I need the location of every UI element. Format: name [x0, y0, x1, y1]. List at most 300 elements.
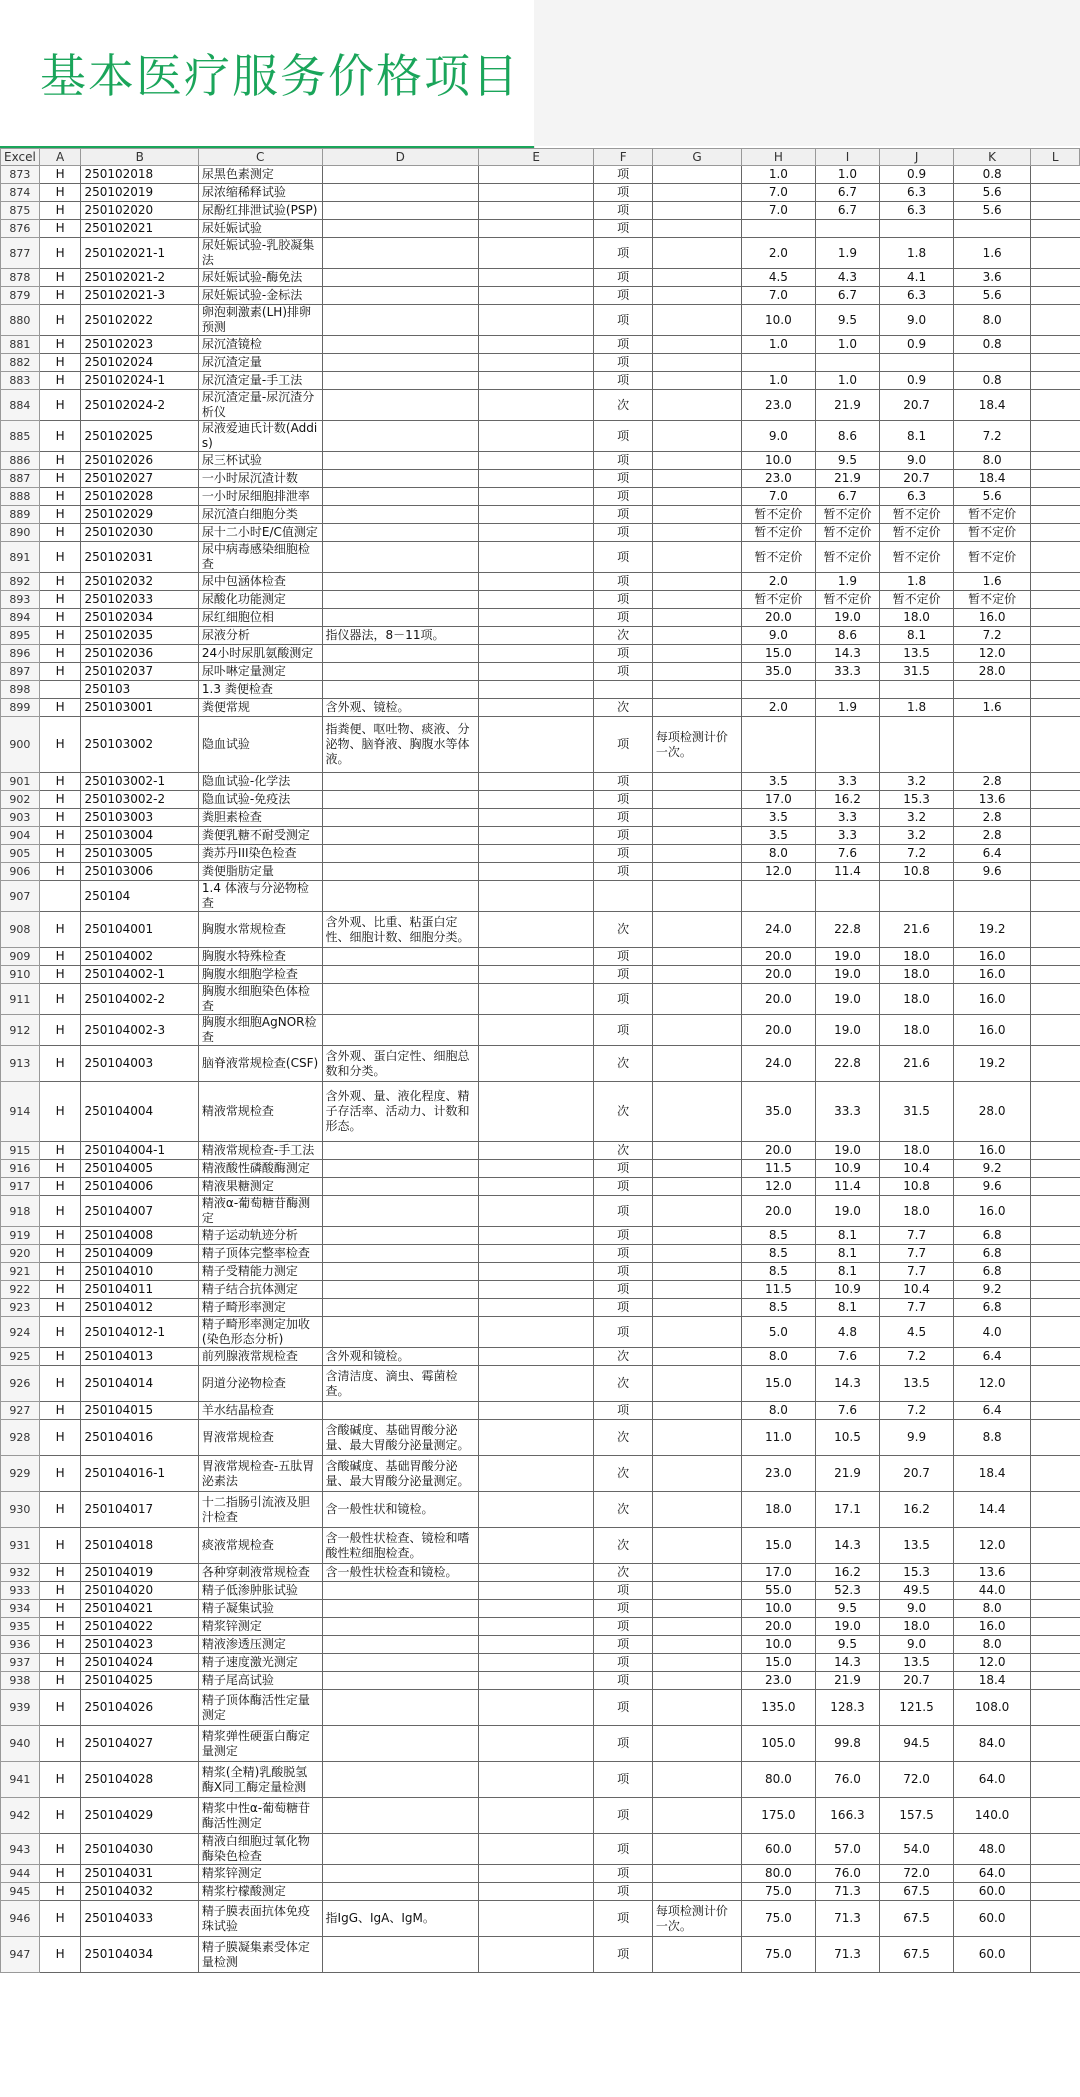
excluded-cell[interactable] [478, 791, 594, 809]
item-name-cell[interactable]: 尿三杯试验 [198, 452, 322, 470]
category-cell[interactable]: H [39, 1798, 81, 1834]
item-name-cell[interactable]: 十二指肠引流液及胆汁检查 [198, 1492, 322, 1528]
row-number[interactable]: 903 [1, 809, 40, 827]
category-cell[interactable]: H [39, 269, 81, 287]
row-number[interactable]: 945 [1, 1883, 40, 1901]
category-cell[interactable]: H [39, 948, 81, 966]
price-j-cell[interactable]: 0.9 [880, 336, 954, 354]
code-cell[interactable]: 250104021 [81, 1600, 198, 1618]
item-name-cell[interactable]: 一小时尿细胞排泄率 [198, 488, 322, 506]
item-name-cell[interactable]: 尿沉渣定量-尿沉渣分析仪 [198, 390, 322, 421]
price-h-cell[interactable]: 20.0 [742, 1196, 816, 1227]
empty-cell-l[interactable] [1031, 1600, 1080, 1618]
category-cell[interactable]: H [39, 1227, 81, 1245]
excluded-cell[interactable] [478, 1263, 594, 1281]
price-k-cell[interactable]: 6.8 [953, 1245, 1031, 1263]
empty-cell-l[interactable] [1031, 1937, 1080, 1973]
note-cell[interactable] [652, 1196, 741, 1227]
content-cell[interactable]: 含外观、比重、粘蛋白定性、细胞计数、细胞分类。 [322, 912, 478, 948]
row-number[interactable]: 904 [1, 827, 40, 845]
row-number[interactable]: 924 [1, 1317, 40, 1348]
category-cell[interactable]: H [39, 1160, 81, 1178]
price-j-cell[interactable]: 9.0 [880, 1636, 954, 1654]
category-cell[interactable]: H [39, 1865, 81, 1883]
code-cell[interactable]: 250103006 [81, 863, 198, 881]
code-cell[interactable]: 250104034 [81, 1937, 198, 1973]
note-cell[interactable] [652, 238, 741, 269]
unit-cell[interactable]: 项 [594, 948, 652, 966]
price-i-cell[interactable]: 10.9 [815, 1281, 880, 1299]
price-i-cell[interactable]: 21.9 [815, 470, 880, 488]
price-i-cell[interactable]: 8.1 [815, 1299, 880, 1317]
note-cell[interactable] [652, 1317, 741, 1348]
content-cell[interactable] [322, 1299, 478, 1317]
note-cell[interactable] [652, 1600, 741, 1618]
column-header-e[interactable]: E [478, 149, 594, 166]
empty-cell-l[interactable] [1031, 1160, 1080, 1178]
content-cell[interactable]: 指仪器法，8－11项。 [322, 627, 478, 645]
content-cell[interactable] [322, 1142, 478, 1160]
price-i-cell[interactable]: 76.0 [815, 1865, 880, 1883]
price-i-cell[interactable]: 7.6 [815, 1348, 880, 1366]
code-cell[interactable]: 250104001 [81, 912, 198, 948]
price-k-cell[interactable]: 18.4 [953, 1456, 1031, 1492]
note-cell[interactable] [652, 470, 741, 488]
note-cell[interactable] [652, 1015, 741, 1046]
content-cell[interactable] [322, 1015, 478, 1046]
price-h-cell[interactable]: 80.0 [742, 1865, 816, 1883]
price-j-cell[interactable] [880, 681, 954, 699]
price-j-cell[interactable]: 16.2 [880, 1492, 954, 1528]
item-name-cell[interactable]: 尿妊娠试验 [198, 220, 322, 238]
content-cell[interactable] [322, 1263, 478, 1281]
category-cell[interactable]: H [39, 791, 81, 809]
item-name-cell[interactable]: 粪便乳糖不耐受测定 [198, 827, 322, 845]
note-cell[interactable] [652, 699, 741, 717]
row-number[interactable]: 928 [1, 1420, 40, 1456]
price-j-cell[interactable]: 20.7 [880, 470, 954, 488]
content-cell[interactable] [322, 1834, 478, 1865]
excluded-cell[interactable] [478, 1015, 594, 1046]
category-cell[interactable]: H [39, 773, 81, 791]
excluded-cell[interactable] [478, 1528, 594, 1564]
price-i-cell[interactable]: 19.0 [815, 984, 880, 1015]
column-header-h[interactable]: H [742, 149, 816, 166]
note-cell[interactable] [652, 305, 741, 336]
category-cell[interactable]: H [39, 542, 81, 573]
price-i-cell[interactable]: 21.9 [815, 1672, 880, 1690]
code-cell[interactable]: 250102029 [81, 506, 198, 524]
empty-cell-l[interactable] [1031, 524, 1080, 542]
category-cell[interactable]: H [39, 506, 81, 524]
code-cell[interactable]: 250102022 [81, 305, 198, 336]
code-cell[interactable]: 250104012-1 [81, 1317, 198, 1348]
price-i-cell[interactable]: 暂不定价 [815, 524, 880, 542]
row-number[interactable]: 878 [1, 269, 40, 287]
empty-cell-l[interactable] [1031, 1582, 1080, 1600]
note-cell[interactable] [652, 609, 741, 627]
code-cell[interactable]: 250102028 [81, 488, 198, 506]
excluded-cell[interactable] [478, 1600, 594, 1618]
excluded-cell[interactable] [478, 1082, 594, 1142]
empty-cell-l[interactable] [1031, 1299, 1080, 1317]
price-i-cell[interactable] [815, 681, 880, 699]
price-h-cell[interactable]: 15.0 [742, 1366, 816, 1402]
category-cell[interactable]: H [39, 202, 81, 220]
empty-cell-l[interactable] [1031, 1015, 1080, 1046]
category-cell[interactable]: H [39, 354, 81, 372]
unit-cell[interactable]: 项 [594, 1299, 652, 1317]
price-h-cell[interactable]: 3.5 [742, 809, 816, 827]
item-name-cell[interactable]: 精浆中性α-葡萄糖苷酶活性测定 [198, 1798, 322, 1834]
empty-cell-l[interactable] [1031, 452, 1080, 470]
unit-cell[interactable]: 项 [594, 591, 652, 609]
code-cell[interactable]: 250103002-2 [81, 791, 198, 809]
excluded-cell[interactable] [478, 1654, 594, 1672]
unit-cell[interactable]: 项 [594, 524, 652, 542]
price-i-cell[interactable]: 21.9 [815, 390, 880, 421]
category-cell[interactable]: H [39, 573, 81, 591]
unit-cell[interactable]: 项 [594, 1245, 652, 1263]
price-j-cell[interactable]: 6.3 [880, 488, 954, 506]
category-cell[interactable]: H [39, 1600, 81, 1618]
item-name-cell[interactable]: 精子顶体酶活性定量测定 [198, 1690, 322, 1726]
price-h-cell[interactable]: 5.0 [742, 1317, 816, 1348]
price-i-cell[interactable]: 33.3 [815, 1082, 880, 1142]
code-cell[interactable]: 250104002-3 [81, 1015, 198, 1046]
note-cell[interactable] [652, 1160, 741, 1178]
price-k-cell[interactable]: 2.8 [953, 809, 1031, 827]
price-k-cell[interactable]: 9.2 [953, 1160, 1031, 1178]
unit-cell[interactable]: 项 [594, 184, 652, 202]
price-j-cell[interactable] [880, 881, 954, 912]
price-i-cell[interactable]: 33.3 [815, 663, 880, 681]
code-cell[interactable]: 250102024-1 [81, 372, 198, 390]
item-name-cell[interactable]: 精液α-葡萄糖苷酶测定 [198, 1196, 322, 1227]
code-cell[interactable]: 250102034 [81, 609, 198, 627]
unit-cell[interactable]: 次 [594, 1492, 652, 1528]
price-k-cell[interactable]: 7.2 [953, 421, 1031, 452]
category-cell[interactable]: H [39, 1636, 81, 1654]
price-j-cell[interactable]: 3.2 [880, 809, 954, 827]
item-name-cell[interactable]: 隐血试验-免疫法 [198, 791, 322, 809]
row-number[interactable]: 875 [1, 202, 40, 220]
row-number[interactable]: 934 [1, 1600, 40, 1618]
price-j-cell[interactable]: 9.0 [880, 1600, 954, 1618]
unit-cell[interactable]: 项 [594, 305, 652, 336]
category-cell[interactable]: H [39, 1564, 81, 1582]
unit-cell[interactable]: 次 [594, 912, 652, 948]
content-cell[interactable] [322, 827, 478, 845]
price-k-cell[interactable]: 暂不定价 [953, 542, 1031, 573]
price-h-cell[interactable] [742, 220, 816, 238]
row-number[interactable]: 920 [1, 1245, 40, 1263]
note-cell[interactable] [652, 1402, 741, 1420]
unit-cell[interactable]: 项 [594, 1281, 652, 1299]
empty-cell-l[interactable] [1031, 717, 1080, 773]
price-j-cell[interactable]: 暂不定价 [880, 506, 954, 524]
row-number[interactable]: 883 [1, 372, 40, 390]
empty-cell-l[interactable] [1031, 809, 1080, 827]
empty-cell-l[interactable] [1031, 421, 1080, 452]
price-j-cell[interactable]: 67.5 [880, 1883, 954, 1901]
row-number[interactable]: 908 [1, 912, 40, 948]
price-h-cell[interactable]: 20.0 [742, 609, 816, 627]
price-h-cell[interactable]: 3.5 [742, 827, 816, 845]
item-name-cell[interactable]: 粪胆素检查 [198, 809, 322, 827]
category-cell[interactable]: H [39, 1582, 81, 1600]
price-h-cell[interactable]: 1.0 [742, 166, 816, 184]
empty-cell-l[interactable] [1031, 1082, 1080, 1142]
price-i-cell[interactable]: 1.9 [815, 238, 880, 269]
column-header-excel[interactable]: Excel [1, 149, 40, 166]
price-i-cell[interactable]: 7.6 [815, 845, 880, 863]
price-h-cell[interactable]: 11.0 [742, 1420, 816, 1456]
price-k-cell[interactable]: 6.8 [953, 1227, 1031, 1245]
price-k-cell[interactable]: 16.0 [953, 609, 1031, 627]
price-j-cell[interactable]: 4.5 [880, 1317, 954, 1348]
unit-cell[interactable]: 项 [594, 984, 652, 1015]
item-name-cell[interactable]: 阴道分泌物检查 [198, 1366, 322, 1402]
content-cell[interactable] [322, 488, 478, 506]
excluded-cell[interactable] [478, 1299, 594, 1317]
category-cell[interactable]: H [39, 912, 81, 948]
price-i-cell[interactable]: 8.1 [815, 1263, 880, 1281]
category-cell[interactable]: H [39, 287, 81, 305]
empty-cell-l[interactable] [1031, 573, 1080, 591]
code-cell[interactable]: 250104026 [81, 1690, 198, 1726]
price-h-cell[interactable]: 12.0 [742, 863, 816, 881]
unit-cell[interactable]: 项 [594, 1726, 652, 1762]
price-j-cell[interactable]: 1.8 [880, 573, 954, 591]
category-cell[interactable]: H [39, 524, 81, 542]
row-number[interactable]: 894 [1, 609, 40, 627]
category-cell[interactable]: H [39, 1263, 81, 1281]
row-number[interactable]: 896 [1, 645, 40, 663]
category-cell[interactable]: H [39, 1366, 81, 1402]
code-cell[interactable]: 250104020 [81, 1582, 198, 1600]
excluded-cell[interactable] [478, 645, 594, 663]
row-number[interactable]: 884 [1, 390, 40, 421]
price-k-cell[interactable] [953, 681, 1031, 699]
content-cell[interactable] [322, 1636, 478, 1654]
note-cell[interactable] [652, 1937, 741, 1973]
code-cell[interactable]: 250104004-1 [81, 1142, 198, 1160]
note-cell[interactable] [652, 166, 741, 184]
excluded-cell[interactable] [478, 269, 594, 287]
item-name-cell[interactable]: 精浆锌测定 [198, 1618, 322, 1636]
column-header-j[interactable]: J [880, 149, 954, 166]
category-cell[interactable]: H [39, 699, 81, 717]
unit-cell[interactable]: 项 [594, 773, 652, 791]
note-cell[interactable] [652, 1456, 741, 1492]
price-i-cell[interactable]: 71.3 [815, 1901, 880, 1937]
price-h-cell[interactable]: 105.0 [742, 1726, 816, 1762]
excluded-cell[interactable] [478, 1937, 594, 1973]
note-cell[interactable] [652, 1726, 741, 1762]
item-name-cell[interactable]: 尿卟啉定量测定 [198, 663, 322, 681]
price-i-cell[interactable]: 71.3 [815, 1883, 880, 1901]
price-k-cell[interactable]: 2.8 [953, 773, 1031, 791]
price-h-cell[interactable]: 80.0 [742, 1762, 816, 1798]
excluded-cell[interactable] [478, 184, 594, 202]
item-name-cell[interactable]: 精浆弹性硬蛋白酶定量测定 [198, 1726, 322, 1762]
price-i-cell[interactable]: 57.0 [815, 1834, 880, 1865]
category-cell[interactable]: H [39, 1690, 81, 1726]
price-j-cell[interactable]: 18.0 [880, 1015, 954, 1046]
unit-cell[interactable]: 项 [594, 1901, 652, 1937]
column-header-i[interactable]: I [815, 149, 880, 166]
price-k-cell[interactable]: 6.4 [953, 845, 1031, 863]
price-j-cell[interactable]: 13.5 [880, 645, 954, 663]
item-name-cell[interactable]: 尿中包涵体检查 [198, 573, 322, 591]
row-number[interactable]: 877 [1, 238, 40, 269]
price-i-cell[interactable]: 暂不定价 [815, 542, 880, 573]
content-cell[interactable]: 含外观和镜检。 [322, 1348, 478, 1366]
content-cell[interactable] [322, 681, 478, 699]
note-cell[interactable] [652, 1883, 741, 1901]
unit-cell[interactable]: 项 [594, 1317, 652, 1348]
price-h-cell[interactable] [742, 354, 816, 372]
column-header-b[interactable]: B [81, 149, 198, 166]
row-number[interactable]: 901 [1, 773, 40, 791]
note-cell[interactable] [652, 912, 741, 948]
price-k-cell[interactable]: 12.0 [953, 645, 1031, 663]
content-cell[interactable] [322, 1227, 478, 1245]
row-number[interactable]: 881 [1, 336, 40, 354]
price-j-cell[interactable]: 暂不定价 [880, 542, 954, 573]
category-cell[interactable]: H [39, 1015, 81, 1046]
empty-cell-l[interactable] [1031, 699, 1080, 717]
unit-cell[interactable]: 次 [594, 1456, 652, 1492]
note-cell[interactable] [652, 1348, 741, 1366]
price-k-cell[interactable]: 6.4 [953, 1348, 1031, 1366]
price-j-cell[interactable]: 3.2 [880, 827, 954, 845]
item-name-cell[interactable]: 精液渗透压测定 [198, 1636, 322, 1654]
row-number[interactable]: 900 [1, 717, 40, 773]
empty-cell-l[interactable] [1031, 287, 1080, 305]
code-cell[interactable]: 250104029 [81, 1798, 198, 1834]
content-cell[interactable] [322, 184, 478, 202]
category-cell[interactable]: H [39, 1901, 81, 1937]
item-name-cell[interactable]: 精子尾高试验 [198, 1672, 322, 1690]
content-cell[interactable] [322, 645, 478, 663]
excluded-cell[interactable] [478, 1160, 594, 1178]
price-k-cell[interactable]: 9.2 [953, 1281, 1031, 1299]
price-k-cell[interactable]: 16.0 [953, 948, 1031, 966]
price-i-cell[interactable]: 128.3 [815, 1690, 880, 1726]
row-number[interactable]: 918 [1, 1196, 40, 1227]
price-i-cell[interactable]: 6.7 [815, 202, 880, 220]
price-h-cell[interactable]: 2.0 [742, 573, 816, 591]
row-number[interactable]: 890 [1, 524, 40, 542]
category-cell[interactable]: H [39, 1654, 81, 1672]
category-cell[interactable]: H [39, 591, 81, 609]
item-name-cell[interactable]: 隐血试验-化学法 [198, 773, 322, 791]
row-number[interactable]: 895 [1, 627, 40, 645]
unit-cell[interactable]: 项 [594, 287, 652, 305]
price-j-cell[interactable]: 15.3 [880, 791, 954, 809]
note-cell[interactable] [652, 1654, 741, 1672]
price-j-cell[interactable]: 7.2 [880, 845, 954, 863]
empty-cell-l[interactable] [1031, 863, 1080, 881]
excluded-cell[interactable] [478, 1865, 594, 1883]
category-cell[interactable]: H [39, 166, 81, 184]
code-cell[interactable]: 250104032 [81, 1883, 198, 1901]
unit-cell[interactable] [594, 881, 652, 912]
content-cell[interactable] [322, 773, 478, 791]
content-cell[interactable]: 含外观、蛋白定性、细胞总数和分类。 [322, 1046, 478, 1082]
price-i-cell[interactable]: 17.1 [815, 1492, 880, 1528]
unit-cell[interactable]: 项 [594, 1865, 652, 1883]
item-name-cell[interactable]: 24小时尿肌氨酸测定 [198, 645, 322, 663]
price-k-cell[interactable]: 6.4 [953, 1402, 1031, 1420]
unit-cell[interactable]: 项 [594, 1263, 652, 1281]
price-i-cell[interactable] [815, 881, 880, 912]
price-h-cell[interactable]: 2.0 [742, 238, 816, 269]
note-cell[interactable] [652, 681, 741, 699]
price-j-cell[interactable]: 8.1 [880, 421, 954, 452]
row-number[interactable]: 930 [1, 1492, 40, 1528]
excluded-cell[interactable] [478, 166, 594, 184]
price-h-cell[interactable]: 1.0 [742, 336, 816, 354]
content-cell[interactable] [322, 287, 478, 305]
price-h-cell[interactable]: 8.5 [742, 1299, 816, 1317]
item-name-cell[interactable]: 胃液常规检查 [198, 1420, 322, 1456]
price-k-cell[interactable]: 8.0 [953, 305, 1031, 336]
price-j-cell[interactable]: 72.0 [880, 1762, 954, 1798]
price-h-cell[interactable]: 17.0 [742, 1564, 816, 1582]
unit-cell[interactable]: 次 [594, 1420, 652, 1456]
item-name-cell[interactable]: 胃液常规检查-五肽胃泌素法 [198, 1456, 322, 1492]
item-name-cell[interactable]: 尿红细胞位相 [198, 609, 322, 627]
category-cell[interactable]: H [39, 827, 81, 845]
row-number[interactable]: 888 [1, 488, 40, 506]
column-header-d[interactable]: D [322, 149, 478, 166]
note-cell[interactable] [652, 354, 741, 372]
price-j-cell[interactable]: 7.2 [880, 1348, 954, 1366]
empty-cell-l[interactable] [1031, 1317, 1080, 1348]
code-cell[interactable]: 250102030 [81, 524, 198, 542]
code-cell[interactable]: 250104033 [81, 1901, 198, 1937]
content-cell[interactable]: 含外观、镜检。 [322, 699, 478, 717]
item-name-cell[interactable]: 各种穿刺液常规检查 [198, 1564, 322, 1582]
price-j-cell[interactable]: 10.4 [880, 1281, 954, 1299]
content-cell[interactable] [322, 1672, 478, 1690]
excluded-cell[interactable] [478, 609, 594, 627]
row-number[interactable]: 922 [1, 1281, 40, 1299]
price-i-cell[interactable]: 14.3 [815, 1528, 880, 1564]
unit-cell[interactable]: 项 [594, 1227, 652, 1245]
unit-cell[interactable]: 项 [594, 609, 652, 627]
price-k-cell[interactable]: 18.4 [953, 390, 1031, 421]
empty-cell-l[interactable] [1031, 1196, 1080, 1227]
item-name-cell[interactable]: 精子速度激光测定 [198, 1654, 322, 1672]
row-number[interactable]: 907 [1, 881, 40, 912]
price-k-cell[interactable]: 暂不定价 [953, 506, 1031, 524]
code-cell[interactable]: 250104002 [81, 948, 198, 966]
note-cell[interactable] [652, 452, 741, 470]
item-name-cell[interactable]: 尿妊娠试验-金标法 [198, 287, 322, 305]
excluded-cell[interactable] [478, 1046, 594, 1082]
item-name-cell[interactable]: 精子畸形率测定加收(染色形态分析) [198, 1317, 322, 1348]
note-cell[interactable] [652, 202, 741, 220]
row-number[interactable]: 944 [1, 1865, 40, 1883]
excluded-cell[interactable] [478, 1726, 594, 1762]
excluded-cell[interactable] [478, 488, 594, 506]
note-cell[interactable] [652, 881, 741, 912]
excluded-cell[interactable] [478, 948, 594, 966]
